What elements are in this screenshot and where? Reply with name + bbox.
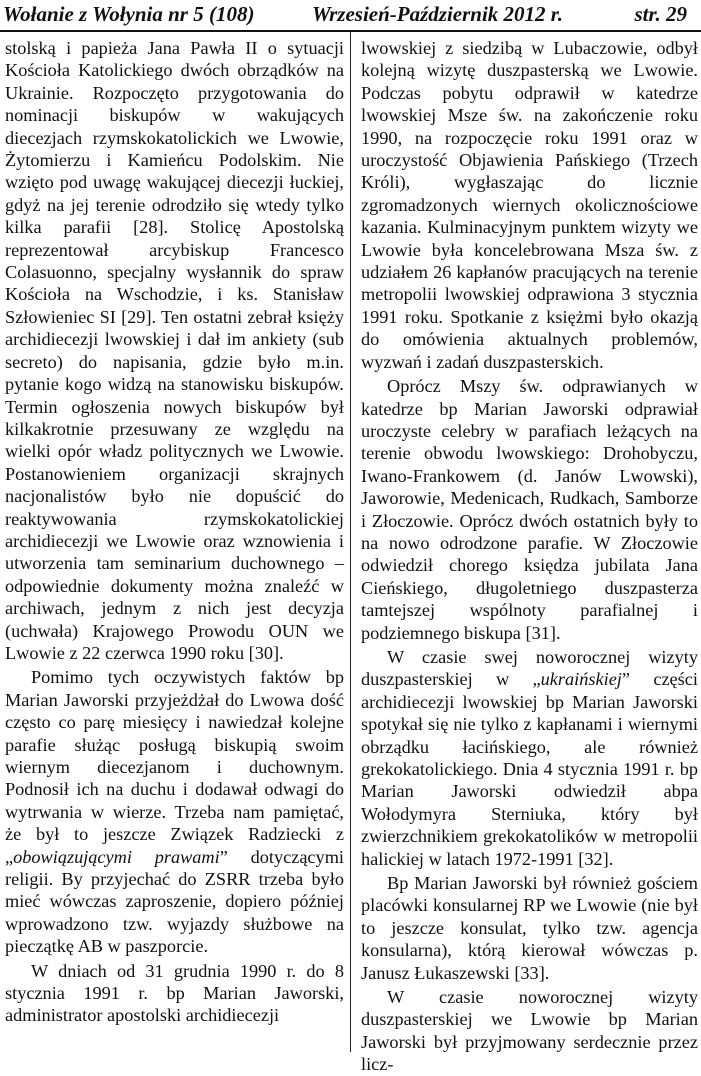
paragraph-continued: lwowskiej z siedzibą w Lubaczowie, odbył kolejną wizytę duszpasterską we Lwowie. Podczas pobytu odprawił w katedrze lwowskiej Msze św. na zakończenie roku 1990, na rozpoczęcie roku 1991 oraz w uroczystość Objawienia Pańskiego (Trzech Króli), wygłaszając do licznie zgromadzonych wiernych okolicznościowe kazania. Kulminacyjnym punktem wizyty we Lwowie była koncelebrowana Msza św. z udziałem 26 kapłanów pracujących na terenie metropolii lwowskiej odprawiona 3 stycznia 1991 roku. Spotkanie z księżmi było okazją do omówienia aktualnych problemów, wyzwań i zadań duszpasterskich. — [361, 38, 698, 372]
quoted-phrase: obowiązującymi prawami — [13, 846, 220, 867]
paragraph — [5, 666, 344, 957]
paragraph-text: W czasie swej noworocznej wizyty duszpasterskiej w „ — [361, 646, 698, 690]
paragraph: Oprócz Mszy św. odprawianych w katedrze bp Marian Jaworski odprawiał uroczyste celebry w parafiach leżących na terenie obwodu lwowskiego: Drohobyczu, Iwano-Frankowem (d. Janów Lwowski), Jaworowie, Medenicach, Rudkach, Samborze i Złoczowie. Oprócz dwóch ostatnich były to na nowo odrodzone parafie. W Złoczowie odwiedził chorego księdza jubilata Jana Cieńskiego, długoletniego duszpasterza tamtejszej wspólnoty parafialnej i podziemnego biskupa [31]. — [361, 376, 698, 643]
paragraph-text: ” dotyczącymi religii. By przyjechać do ZSRR trzeba było mieć wówczas zaproszenie, dopiero później wprowadzono tzw. wyjazdy służbowe na pieczątkę AB w paszporcie. — [5, 846, 344, 957]
journal-title: Wołanie z Wołynia nr 5 (108) — [3, 2, 255, 26]
quoted-phrase: ukraińskiej — [540, 669, 622, 690]
column-divider — [350, 32, 351, 1052]
page-number: str. 29 — [634, 2, 687, 26]
paragraph: W dniach od 31 grudnia 1990 r. do 8 stycznia 1991 r. bp Marian Jaworski, administrator apostolski archidiecezji — [5, 960, 344, 1026]
paragraph: W czasie noworocznej wizyty duszpasterskiej we Lwowie bp Marian Jaworski był przyjmowany serdecznie przez licz- — [361, 987, 698, 1075]
running-header — [0, 0, 701, 32]
paragraph-text: Pomimo tych oczywistych faktów bp Marian Jaworski przyjeżdżał do Lwowa dość często co parę miesięcy i nawiedzał kolejne parafie służąc posługą biskupią swoim wiernym diecezjanom i duchownym. Podnosił ich na duchu i dodawał odwagi do wytrwania w wierze. Trzeba nam pamiętać, że był to jeszcze Związek Radziecki z „ — [5, 667, 344, 867]
paragraph-text: ” części archidiecezji lwowskiej bp Marian Jaworski spotykał się nie tylko z kapłanami i wiernymi obrządku łacińskiego, ale również grekokatolickiego. Dnia 4 stycznia 1991 r. bp Marian Jaworski odwiedził abpa Wołodymyra Sterniuka, który był zwierzchnikiem grekokatolików w metropolii halickiej w latach 1972-1991 [32]. — [361, 669, 698, 869]
paragraph-continued: stolską i papieża Jana Pawła II o sytuacji Kościoła Katolickiego dwóch obrządków na Ukrainie. Rozpoczęto przygotowania do nominacji biskupów w wakujących diecezjach rzymskokatolickich we Lwowie, Żytomierzu i Kamieńcu Podolskim. Nie wzięto pod uwagę wakującej diecezji łuckiej, gdyż na jej terenie odrodziło się wtedy tylko kilka parafii [28]. Stolicę Apostolską reprezentował arcybiskup Francesco Colasuonno, specjalny wysłannik do spraw Kościoła na Wschodzie, i ks. Stanisław Szłowieniec SI [29]. Ten ostatni zebrał księży archidiecezji lwowskiej i dał im ankiety (sub secreto) do napisania, gdzie było m.in. pytanie kogo widzą na stanowisku biskupów. Termin ogłoszenia nowych biskupów był kilkakrotnie przesuwany ze względu na wielki opór władz politycznych we Lwowie. Postanowieniem organizacji skrajnych nacjonalistów było nie dopuścić do reaktywowania rzymskokatolickiej archidiecezji we Lwowie oraz wznowienia i utworzenia tam seminarium duchownego – odpowiednie dokumenty można znaleźć w archiwach, jednym z nich jest decyzja (uchwała) Krajowego Prowodu OUN we Lwowie z 22 czerwca 1990 roku [30]. — [5, 38, 344, 663]
right-column — [361, 37, 698, 1076]
left-column — [5, 37, 344, 1027]
issue-date: Wrzesień-Październik 2012 r. — [312, 2, 564, 26]
paragraph — [361, 646, 698, 870]
paragraph: Bp Marian Jaworski był również gościem placówki konsularnej RP we Lwowie (nie był to jeszcze konsulat, tylko tzw. agencja konsularna), którą kierował wówczas p. Janusz Łukaszewski [33]. — [361, 873, 698, 983]
